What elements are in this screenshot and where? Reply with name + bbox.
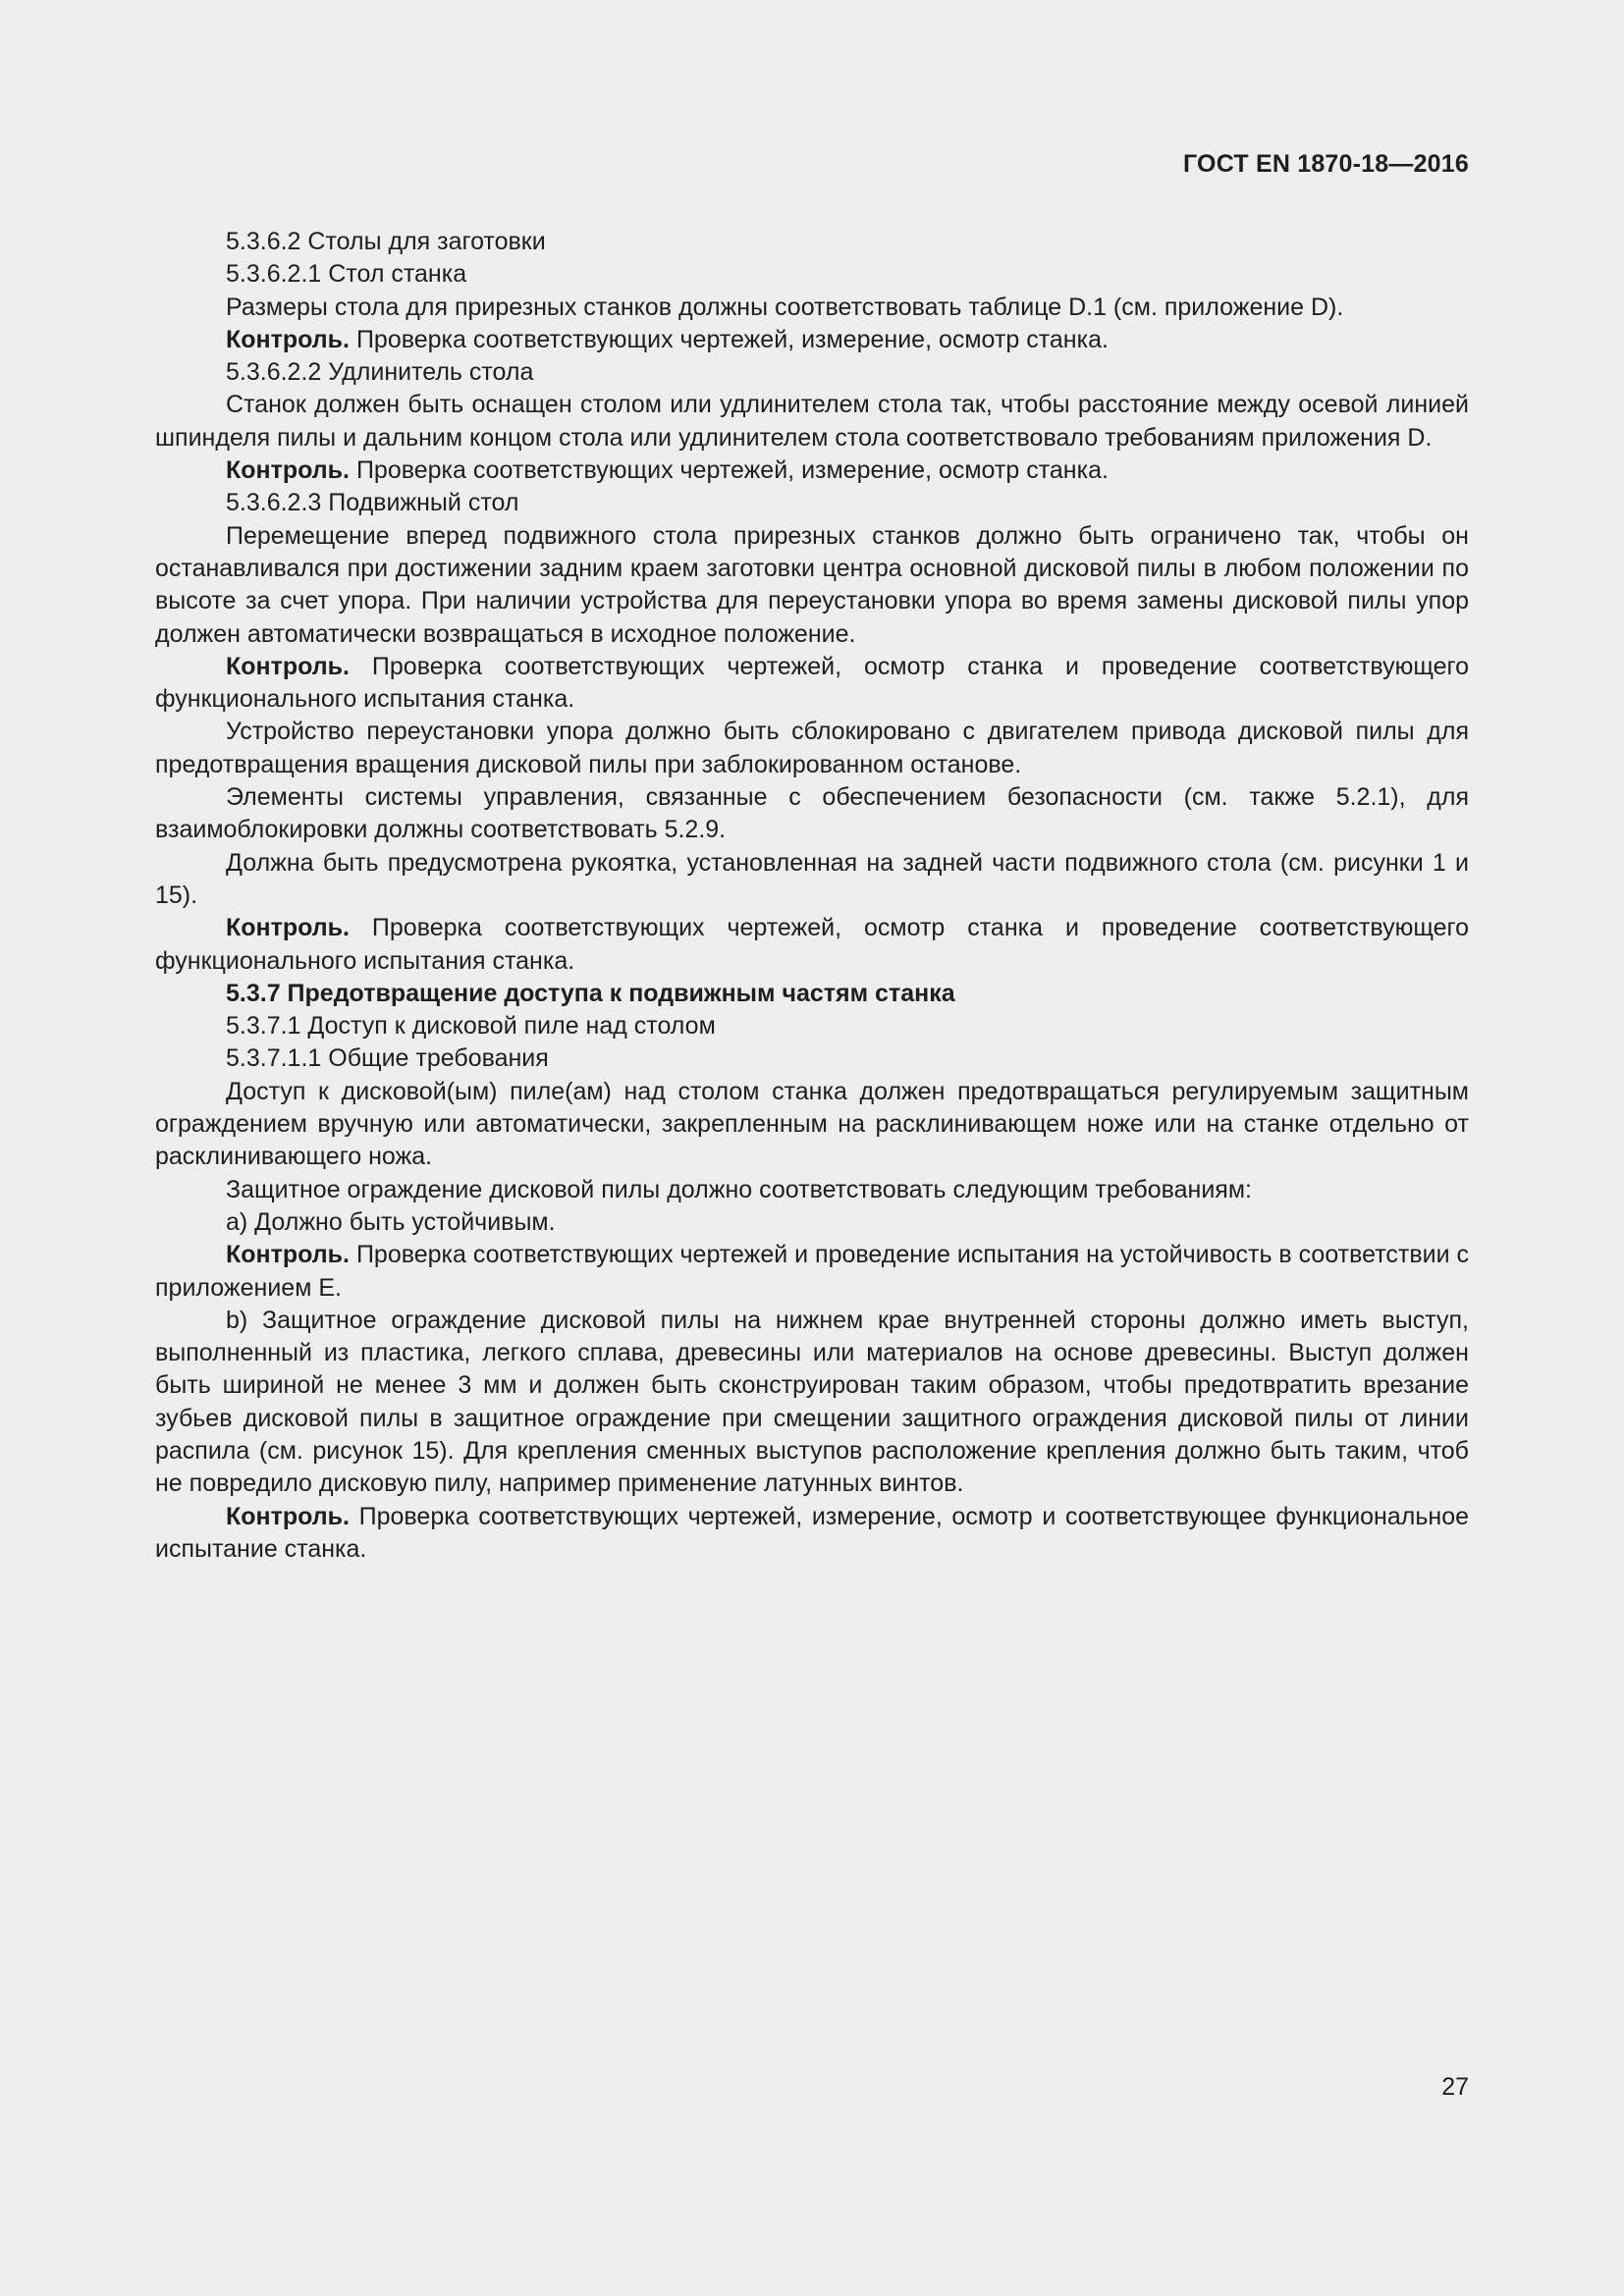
control-label: Контроль. <box>226 1241 350 1269</box>
document-code: ГОСТ EN 1870-18—2016 <box>1183 150 1469 178</box>
paragraph: Станок должен быть оснащен столом или удлинителем стола так, чтобы расстояние между осевой линией шпинделя пилы и дальним концом стола или удлинителем стола соответствовало требованиям приложения D. <box>155 391 1469 452</box>
paragraph: Должна быть предусмотрена рукоятка, установленная на задней части подвижного стола (см. рисунки 1 и 15). <box>155 848 1469 909</box>
document-body <box>155 226 1469 1566</box>
section-heading: 5.3.6.2.2 Удлинитель стола <box>226 358 534 387</box>
section-heading: 5.3.6.2.3 Подвижный стол <box>226 489 519 517</box>
section-heading: 5.3.7.1.1 Общие требования <box>226 1044 549 1073</box>
paragraph: Размеры стола для прирезных станков должны соответствовать таблице D.1 (см. приложение D). <box>226 293 1344 321</box>
list-item: b) Защитное ограждение дисковой пилы на нижнем крае внутренней стороны должно иметь выступ, выполненный из пластика, легкого сплава, древесины или материалов на основе древесины. Выступ должен быть шириной не менее 3 мм и должен быть сконструирован таким образом, чтобы предотвратить врезание зубьев дисковой пилы в защитное ограждение при смещении защитного ограждения дисковой пилы от линии распила (см. рисунок 15). Для крепления сменных выступов расположение крепления должно быть таким, чтоб не повредило дисковую пилу, например применение латунных винтов. <box>155 1306 1469 1498</box>
control-paragraph: Контроль. Проверка соответствующих чертежей, измерение, осмотр станка. <box>226 325 1109 353</box>
control-paragraph: Контроль. Проверка соответствующих чертежей, измерение, осмотр станка. <box>226 456 1109 485</box>
control-label: Контроль. <box>226 1502 350 1530</box>
control-paragraph: Контроль. Проверка соответствующих чертежей, измерение, осмотр и соответствующее функциональное испытание станка. <box>155 1502 1469 1563</box>
section-heading: 5.3.6.2.1 Стол станка <box>226 260 467 289</box>
list-item: a) Должно быть устойчивым. <box>226 1207 556 1236</box>
page-number: 27 <box>1441 2073 1469 2101</box>
bold-section-heading: 5.3.7 Предотвращение доступа к подвижным частям станка <box>226 979 955 1007</box>
section-heading: 5.3.6.2 Столы для заготовки <box>226 228 546 255</box>
control-paragraph: Контроль. Проверка соответствующих чертежей, осмотр станка и проведение соответствующего функционального испытания станка. <box>155 914 1469 975</box>
control-label: Контроль. <box>226 456 350 485</box>
paragraph: Устройство переустановки упора должно быть сблокировано с двигателем привода дисковой пилы для предотвращения вращения дисковой пилы при заблокированном останове. <box>155 718 1469 778</box>
control-paragraph: Контроль. Проверка соответствующих чертежей, осмотр станка и проведение соответствующего функционального испытания станка. <box>155 652 1469 714</box>
paragraph: Защитное ограждение дисковой пилы должно соответствовать следующим требованиям: <box>226 1175 1252 1203</box>
control-paragraph: Контроль. Проверка соответствующих чертежей и проведение испытания на устойчивость в соответствии с приложением Е. <box>155 1241 1469 1302</box>
control-label: Контроль. <box>226 325 350 353</box>
control-label: Контроль. <box>226 914 350 942</box>
paragraph: Элементы системы управления, связанные с обеспечением безопасности (см. также 5.2.1), для взаимоблокировки должны соответствовать 5.2.9. <box>155 783 1469 844</box>
control-label: Контроль. <box>226 652 350 680</box>
paragraph: Доступ к дисковой(ым) пиле(ам) над столом станка должен предотвращаться регулируемым защитным ограждением вручную или автоматически, закрепленным на расклинивающем ноже или на станке отдельно от расклинивающего ножа. <box>155 1077 1469 1171</box>
paragraph: Перемещение вперед подвижного стола прирезных станков должно быть ограничено так, чтобы он останавливался при достижении задним краем заготовки центра основной дисковой пилы в любом положении по высоте за счет упора. При наличии устройства для переустановки упора во время замены дисковой пилы упор должен автоматически возвращаться в исходное положение. <box>155 521 1469 648</box>
section-heading: 5.3.7.1 Доступ к дисковой пиле над столом <box>226 1012 716 1041</box>
